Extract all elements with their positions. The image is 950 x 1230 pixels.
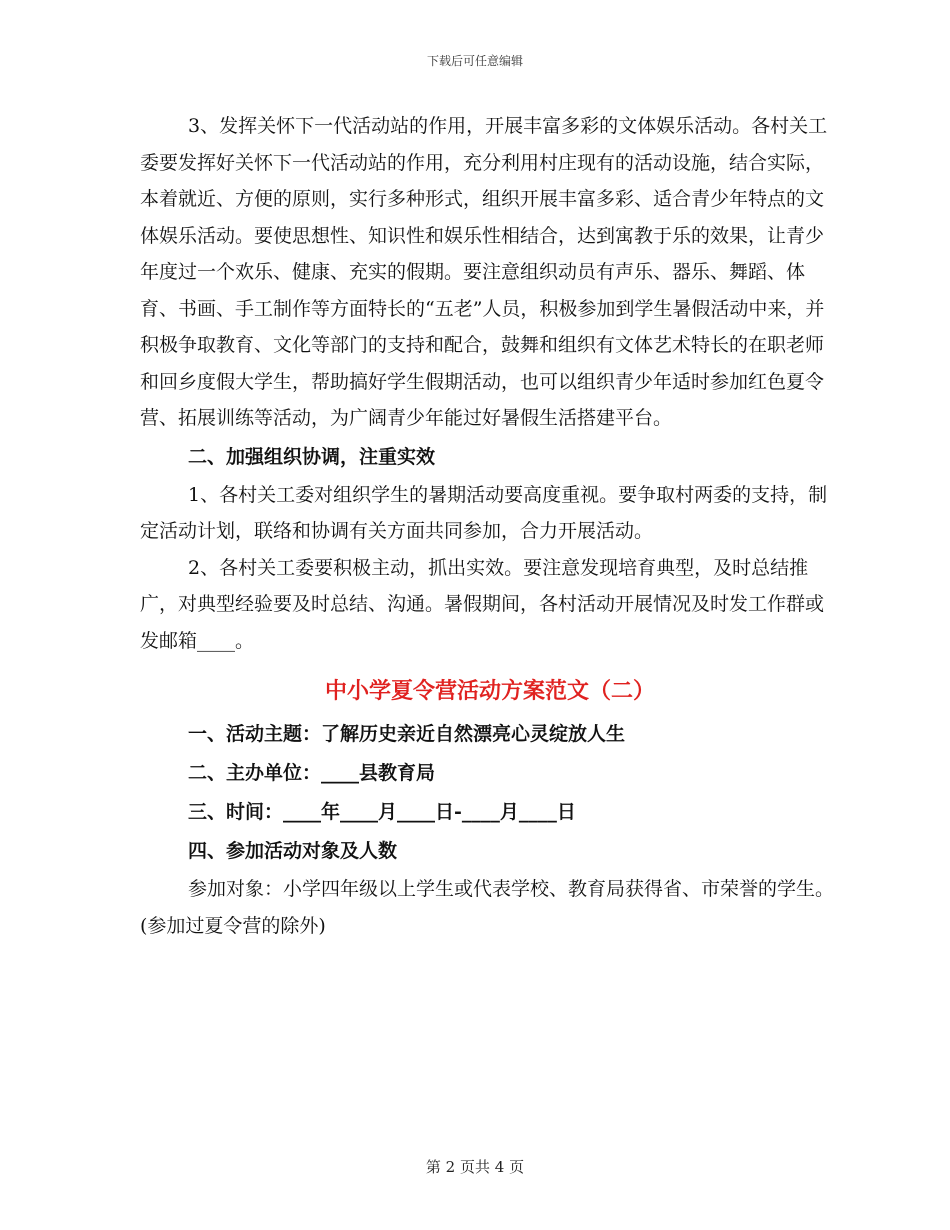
page-footer: 第 2 页共 4 页 <box>425 1158 525 1176</box>
document-body <box>140 108 840 944</box>
paragraph-activity-station: 3、发挥关怀下一代活动站的作用，开展丰富多彩的文体娱乐活动。各村关工委要发挥好关怀下一代活动站的作用，充分利用村庄现有的活动设施，结合实际，本着就近、方便的原则，实行多种形式，组织开展丰富多彩、适合青少年特点的文体娱乐活动。要使思想性、知识性和娱乐性相结合，达到寓教于乐的效果，让青少年度过一个欢乐、健康、充实的假期。要注意组织动员有声乐、器乐、舞蹈、体育、书画、手工制作等方面特长的“五老”人员，积极参加到学生暑假活动中来，并积极争取教育、文化等部门的支持和配合，鼓舞和组织有文体艺术特长的在职老师和回乡度假大学生，帮助搞好学生假期活动，也可以组织青少年适时参加红色夏令营、拓展训练等活动，为广阔青少年能过好暑假生活搭建平台。 <box>140 115 828 429</box>
paragraph-participants: 参加对象：小学四年级以上学生或代表学校、教育局获得省、市荣誉的学生。(参加过夏令营的除外) <box>140 878 835 937</box>
page-header: 下载后可任意编辑 <box>426 54 523 68</box>
section-title: 中小学夏令营活动方案范文（二） <box>324 678 655 704</box>
paragraph-initiative: 2、各村关工委要积极主动，抓出实效。要注意发现培育典型，及时总结推广，对典型经验要及时总结、沟通。暑假期间，各村活动开展情况及时发工作群或发邮箱____。 <box>140 556 825 652</box>
item-participants: 四、参加活动对象及人数 <box>188 840 398 862</box>
item-time: 三、时间：____年____月____日-____月____日 <box>188 801 576 823</box>
paragraph-attention: 1、各村关工委对组织学生的暑期活动要高度重视。要争取村两委的支持，制定活动计划，联络和协调有关方面共同参加，合力开展活动。 <box>140 483 828 542</box>
item-organizer: 二、主办单位：____县教育局 <box>188 762 436 784</box>
heading-coordination: 二、加强组织协调，注重实效 <box>188 445 436 468</box>
item-theme: 一、活动主题：了解历史亲近自然漂亮心灵绽放人生 <box>188 723 626 745</box>
